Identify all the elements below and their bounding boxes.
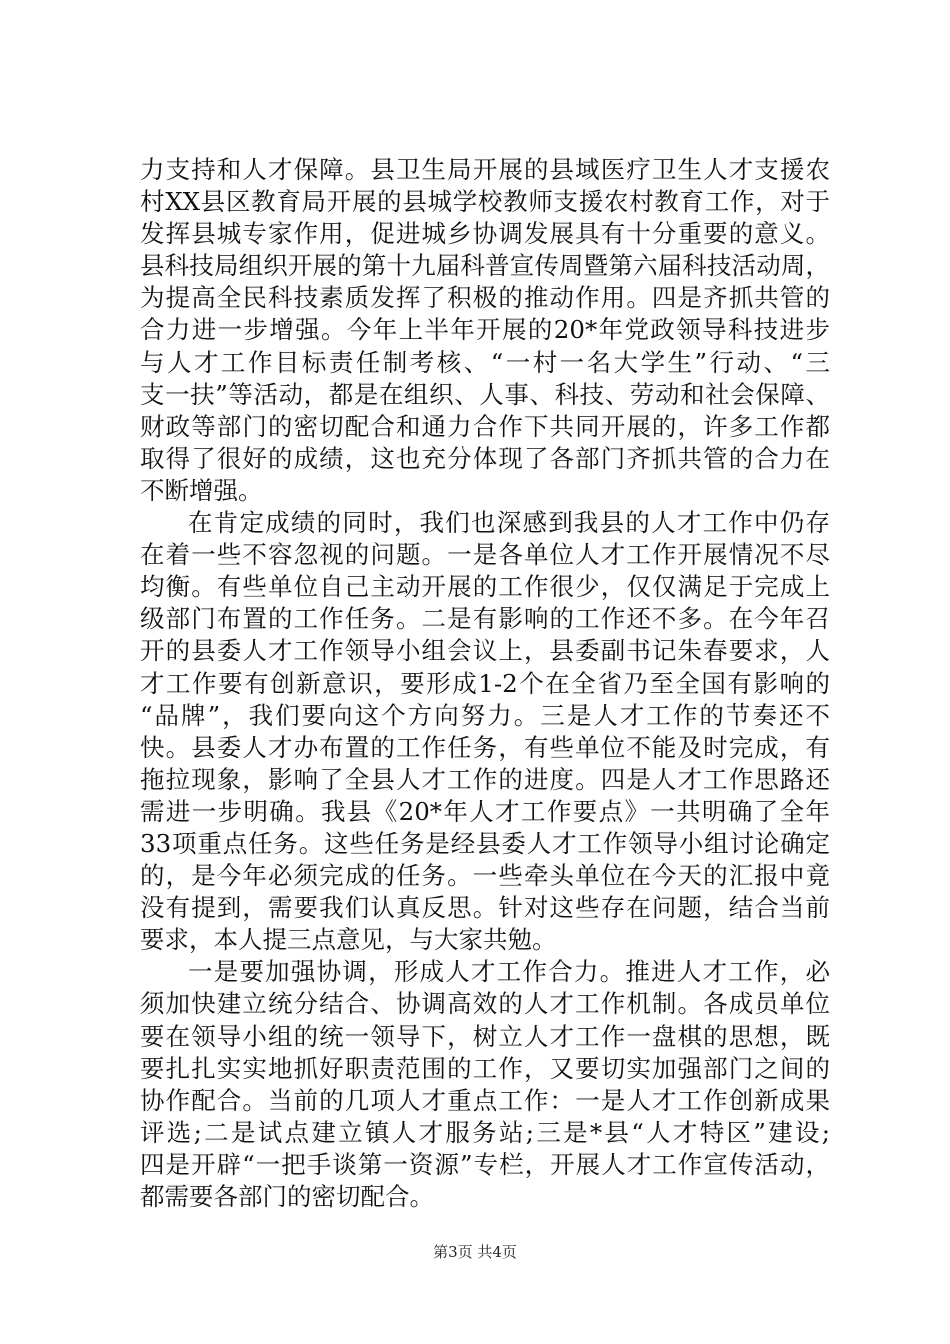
paragraph-line: 级部门布置的工作任务。二是有影响的工作还不多。在今年召 [140, 604, 830, 634]
paragraph-line: 财政等部门的密切配合和通力合作下共同开展的，许多工作都 [140, 411, 830, 441]
paragraph-line: 要求，本人提三点意见，与大家共勉。 [140, 925, 557, 955]
paragraph-line: 评选;二是试点建立镇人才服务站;三是*县“人才特区”建设; [140, 1117, 830, 1147]
paragraph-line: 33项重点任务。这些任务是经县委人才工作领导小组讨论确定 [140, 828, 830, 858]
document-body [140, 154, 830, 1213]
paragraph-line: 拖拉现象，影响了全县人才工作的进度。四是人才工作思路还 [140, 764, 830, 794]
paragraph-line: 均衡。有些单位自己主动开展的工作很少，仅仅满足于完成上 [140, 572, 830, 602]
paragraph-line: 没有提到，需要我们认真反思。针对这些存在问题，结合当前 [140, 893, 830, 923]
page-footer: 第3页 共4页 [433, 1243, 517, 1261]
paragraph-line: 协作配合。当前的几项人才重点工作：一是人才工作创新成果 [140, 1085, 830, 1115]
paragraph-line: 须加快建立统分结合、协调高效的人才工作机制。各成员单位 [140, 989, 830, 1019]
paragraph [140, 956, 830, 1213]
paragraph-line: 开的县委人才工作领导小组会议上，县委副书记朱春要求，人 [140, 636, 830, 666]
paragraph-line: 县科技局组织开展的第十九届科普宣传周暨第六届科技活动周， [140, 251, 830, 281]
paragraph-line: 与人才工作目标责任制考核、“一村一名大学生”行动、“三 [140, 347, 830, 377]
paragraph-line: 才工作要有创新意识，要形成1-2个在全省乃至全国有影响的 [140, 668, 830, 698]
paragraph-line: 为提高全民科技素质发挥了积极的推动作用。四是齐抓共管的 [140, 283, 830, 313]
paragraph-line: 发挥县城专家作用，促进城乡协调发展具有十分重要的意义。 [140, 219, 830, 249]
paragraph-line: “品牌”，我们要向这个方向努力。三是人才工作的节奏还不 [140, 700, 830, 730]
paragraph-line: 要扎扎实实地抓好职责范围的工作，又要切实加强部门之间的 [140, 1053, 830, 1083]
paragraph-line: 村XX县区教育局开展的县城学校教师支援农村教育工作，对于 [140, 187, 830, 217]
paragraph-line: 在肯定成绩的同时，我们也深感到我县的人才工作中仍存 [188, 508, 830, 538]
paragraph-line: 的，是今年必须完成的任务。一些牵头单位在今天的汇报中竟 [140, 861, 830, 891]
paragraph-line: 取得了很好的成绩，这也充分体现了各部门齐抓共管的合力在 [140, 443, 830, 473]
paragraph-line: 需进一步明确。我县《20*年人才工作要点》一共明确了全年 [140, 796, 830, 826]
paragraph [140, 507, 830, 956]
paragraph-line: 合力进一步增强。今年上半年开展的20*年党政领导科技进步 [140, 315, 830, 345]
paragraph-line: 要在领导小组的统一领导下，树立人才工作一盘棋的思想，既 [140, 1021, 830, 1051]
paragraph-line: 都需要各部门的密切配合。 [140, 1182, 434, 1211]
paragraph-line: 快。县委人才办布置的工作任务，有些单位不能及时完成，有 [140, 732, 830, 762]
paragraph-line: 支一扶”等活动，都是在组织、人事、科技、劳动和社会保障、 [140, 379, 830, 409]
paragraph-line: 力支持和人才保障。县卫生局开展的县域医疗卫生人才支援农 [140, 155, 830, 184]
paragraph [140, 154, 830, 507]
paragraph-line: 四是开辟“一把手谈第一资源”专栏，开展人才工作宣传活动， [140, 1149, 830, 1179]
paragraph-line: 在着一些不容忽视的问题。一是各单位人才工作开展情况不尽 [140, 540, 830, 570]
paragraph-line: 不断增强。 [140, 475, 263, 505]
paragraph-line: 一是要加强协调，形成人才工作合力。推进人才工作，必 [188, 957, 830, 987]
